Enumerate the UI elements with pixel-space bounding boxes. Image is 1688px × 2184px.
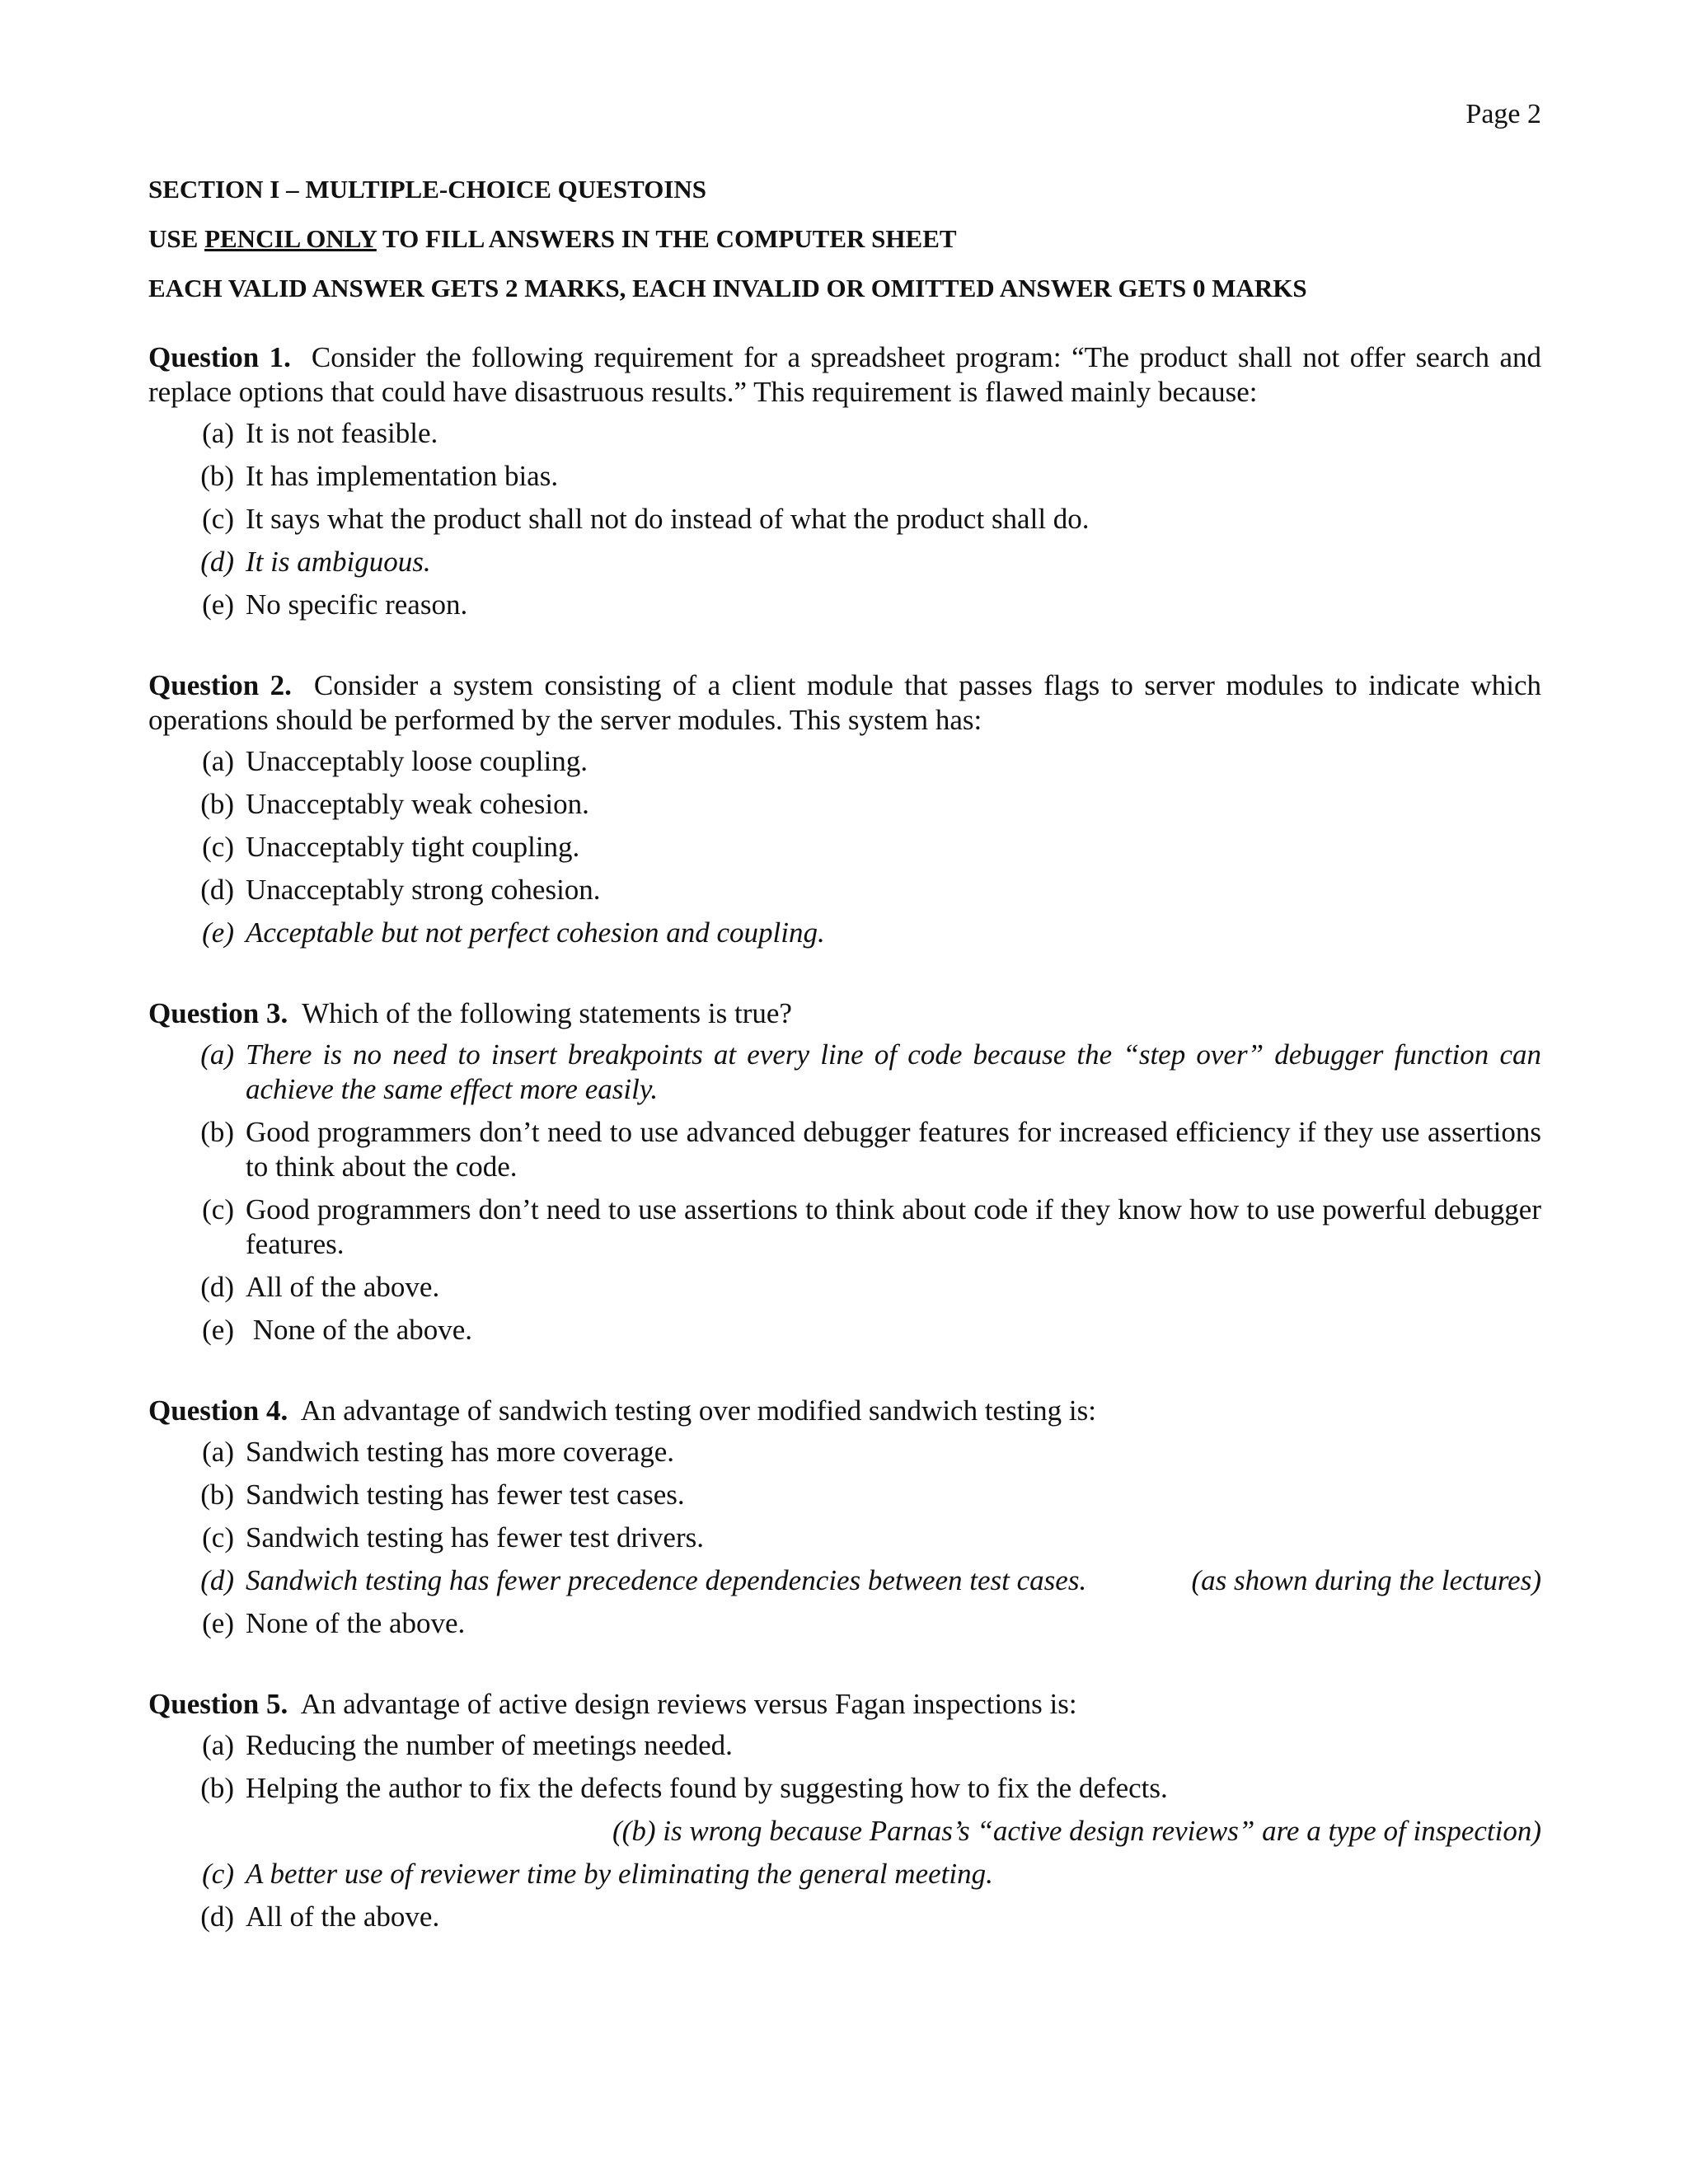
question-4-option-a: [148, 1435, 1541, 1469]
option-letter: (a): [200, 1038, 234, 1071]
pencil-instruction-pre: USE: [148, 224, 205, 253]
question-2-option-a: [148, 744, 1541, 779]
question-3-option-c: [148, 1193, 1541, 1262]
option-letter: (e): [202, 916, 234, 949]
option-letter: (d): [200, 874, 234, 906]
question-2-stem: [148, 668, 1541, 738]
question-3-options: [148, 1038, 1541, 1347]
question-4-label: Question 4.: [148, 1394, 288, 1427]
pencil-only-emphasis: PENCIL ONLY: [204, 224, 377, 253]
option-text: A better use of reviewer time by eliminating the general meeting.: [246, 1858, 993, 1890]
question-5-text: An advantage of active design reviews versus Fagan inspections is:: [300, 1688, 1077, 1720]
question-1-text: Consider the following requirement for a spreadsheet program: “The product shall not offer search and replace options that could have disastruous results.” This requirement is flawed mainly because:: [148, 341, 1541, 408]
option-text: All of the above.: [246, 1900, 440, 1933]
option-letter: (d): [200, 546, 234, 578]
question-4: [148, 1394, 1541, 1641]
question-5-options-continued: [148, 1857, 1541, 1934]
question-4-stem: [148, 1394, 1541, 1428]
option-letter: (a): [202, 745, 234, 777]
question-2-option-e-answer: [148, 916, 1541, 950]
question-1-option-c: [148, 502, 1541, 537]
option-letter: (d): [200, 1900, 234, 1933]
section-header: [148, 165, 1541, 313]
section-title: SECTION I – MULTIPLE-CHOICE QUESTOINS: [148, 175, 707, 204]
option-text: Unacceptably loose coupling.: [246, 745, 588, 777]
question-1-stem: [148, 340, 1541, 410]
option-letter: (d): [200, 1564, 234, 1596]
question-2-label: Question 2.: [148, 669, 292, 701]
option-letter: (a): [202, 1436, 234, 1468]
question-3-stem: [148, 996, 1541, 1031]
option-text: Reducing the number of meetings needed.: [246, 1729, 733, 1761]
option-text: Sandwich testing has fewer test drivers.: [246, 1521, 704, 1554]
exam-page: [148, 0, 1541, 2184]
option-text: There is no need to insert breakpoints at every line of code because the “step over” debugger function can achieve the same effect more easily.: [246, 1038, 1541, 1105]
option-text: None of the above.: [246, 1314, 473, 1346]
option-letter: (c): [202, 1521, 234, 1554]
option-letter: (c): [202, 1193, 234, 1226]
option-text: Sandwich testing has fewer test cases.: [246, 1479, 685, 1511]
question-2-option-c: [148, 830, 1541, 865]
option-text-wrap: [246, 1563, 1541, 1598]
question-5-answer-comment: ((b) is wrong because Parnas’s “active design reviews” are a type of inspection): [612, 1815, 1541, 1847]
question-1-option-d-answer: [148, 545, 1541, 579]
option-text: Helping the author to fix the defects found by suggesting how to fix the defects.: [246, 1772, 1168, 1804]
question-4-options: [148, 1435, 1541, 1641]
question-5-stem: [148, 1687, 1541, 1722]
question-4-option-c: [148, 1521, 1541, 1555]
question-5-options: [148, 1728, 1541, 1806]
question-1-options: [148, 416, 1541, 622]
question-3-option-d: [148, 1270, 1541, 1305]
option-text: No specific reason.: [246, 588, 468, 621]
question-2-options: [148, 744, 1541, 950]
question-1-option-e: [148, 588, 1541, 622]
question-4-option-e: [148, 1606, 1541, 1641]
pencil-instruction: [148, 214, 1541, 264]
option-letter: (a): [202, 1729, 234, 1761]
option-letter: (c): [202, 503, 234, 535]
option-text: None of the above.: [246, 1607, 466, 1639]
option-text: Unacceptably weak cohesion.: [246, 788, 589, 820]
question-5-option-b: [148, 1771, 1541, 1806]
option-text: Sandwich testing has fewer precedence dependencies between test cases.: [246, 1564, 1087, 1596]
question-1-label: Question 1.: [148, 341, 291, 373]
option-letter: (b): [200, 1479, 234, 1511]
option-text: It has implementation bias.: [246, 460, 559, 492]
question-1-option-a: [148, 416, 1541, 451]
option-letter: (a): [202, 417, 234, 449]
option-text: It says what the product shall not do instead of what the product shall do.: [246, 503, 1090, 535]
option-text: Good programmers don’t need to use advanced debugger features for increased efficiency if they use assertions to think about the code.: [246, 1116, 1541, 1183]
question-3-text: Which of the following statements is true?: [302, 997, 792, 1029]
option-letter: (b): [200, 460, 234, 492]
question-4-option-d-answer: [148, 1563, 1541, 1598]
option-text: It is ambiguous.: [246, 546, 431, 578]
option-text: All of the above.: [246, 1271, 440, 1303]
question-list: [148, 340, 1541, 1980]
question-4-text: An advantage of sandwich testing over modified sandwich testing is:: [300, 1394, 1096, 1427]
question-3-option-b: [148, 1115, 1541, 1184]
option-letter: (e): [202, 1607, 234, 1639]
question-4-option-b: [148, 1478, 1541, 1512]
question-5-option-d: [148, 1900, 1541, 1934]
option-letter: (c): [202, 831, 234, 863]
question-5-option-c-answer: [148, 1857, 1541, 1891]
question-2-option-d: [148, 873, 1541, 907]
question-3-label: Question 3.: [148, 997, 288, 1029]
option-text: It is not feasible.: [246, 417, 438, 449]
question-1-option-b: [148, 459, 1541, 494]
option-text: Good programmers don’t need to use assertions to think about code if they know how to use powerful debugger features.: [246, 1193, 1541, 1260]
question-2: [148, 668, 1541, 950]
option-text: Unacceptably strong cohesion.: [246, 874, 601, 906]
question-2-text: Consider a system consisting of a client module that passes flags to server modules to indicate which operations should be performed by the server modules. This system has:: [148, 669, 1541, 736]
question-5: [148, 1687, 1541, 1934]
marking-instruction: EACH VALID ANSWER GETS 2 MARKS, EACH INVALID OR OMITTED ANSWER GETS 0 MARKS: [148, 274, 1307, 302]
question-2-option-b: [148, 787, 1541, 822]
option-text: Sandwich testing has more coverage.: [246, 1436, 674, 1468]
option-letter: (b): [200, 1772, 234, 1804]
option-letter: (d): [200, 1271, 234, 1303]
option-text: Unacceptably tight coupling.: [246, 831, 580, 863]
question-3-option-a-answer: [148, 1038, 1541, 1107]
option-letter: (c): [202, 1858, 234, 1890]
question-3: [148, 996, 1541, 1347]
option-letter: (b): [200, 1116, 234, 1148]
pencil-instruction-post: TO FILL ANSWERS IN THE COMPUTER SHEET: [376, 224, 957, 253]
option-letter: (e): [202, 1314, 234, 1346]
option-text: Acceptable but not perfect cohesion and coupling.: [246, 916, 825, 949]
option-letter: (b): [200, 788, 234, 820]
question-3-option-e: [148, 1313, 1541, 1347]
option-letter: (e): [202, 588, 234, 621]
option-note: (as shown during the lectures): [1191, 1564, 1541, 1596]
question-5-label: Question 5.: [148, 1688, 288, 1720]
page-number: Page 2: [1465, 99, 1541, 129]
question-1: [148, 340, 1541, 622]
question-5-option-a: [148, 1728, 1541, 1763]
